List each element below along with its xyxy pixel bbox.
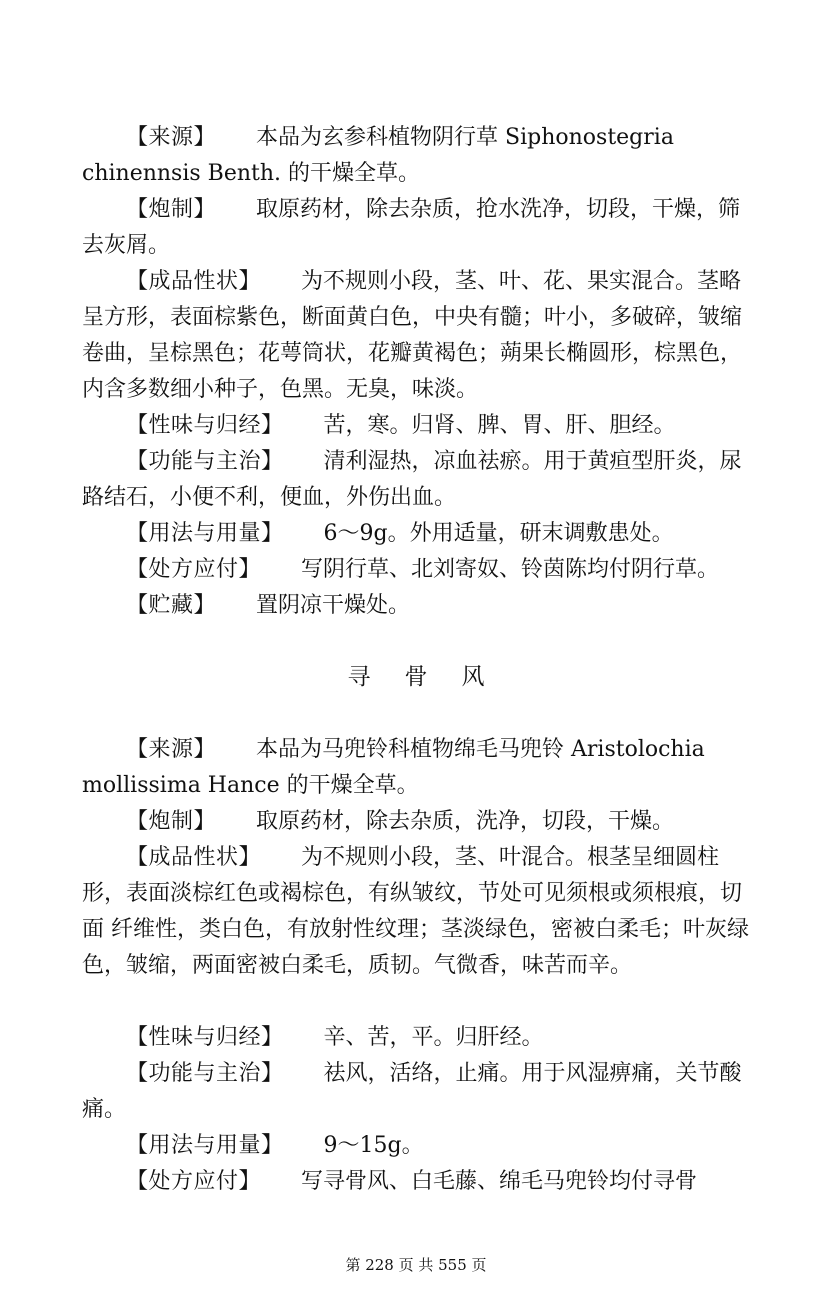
entry-label: 【处方应付】 <box>126 557 262 582</box>
entry-text: 6～9g。外用适量，研末调敷患处。 <box>323 521 674 546</box>
entry-traits <box>82 840 752 984</box>
entry-label: 【成品性状】 <box>126 269 262 294</box>
entry-traits <box>82 264 752 408</box>
entry-text: 取原药材，除去杂质，洗净，切段，干燥。 <box>256 809 675 834</box>
entry-prescription <box>82 1164 752 1200</box>
entry-label: 【功能与主治】 <box>126 449 284 474</box>
entry-function <box>82 1056 752 1128</box>
entry-text: 辛、苦，平。归肝经。 <box>323 1025 544 1050</box>
page-number: 第 228 页 共 555 页 <box>345 1256 487 1274</box>
entry-label: 【用法与用量】 <box>126 1133 284 1158</box>
entry-function <box>82 444 752 516</box>
section-heading: 寻骨风 <box>347 664 519 690</box>
entry-label: 【炮制】 <box>126 197 217 222</box>
entry-source <box>82 120 752 192</box>
entry-label: 【功能与主治】 <box>126 1061 284 1086</box>
entry-text: 为不规则小段，茎、叶、花、果实混合。茎略呈方形，表面棕紫色，断面黄白色，中央有髓；叶小，多破碎，皱缩卷曲，呈棕黑色；花萼筒状，花瓣黄褐色；蒴果长椭圆形，棕黑色，内含多数细小种子，色黑。无臭，味淡。 <box>82 269 743 402</box>
entry-label: 【成品性状】 <box>126 845 262 870</box>
entry-label: 【来源】 <box>126 737 217 762</box>
entry-source <box>82 732 752 804</box>
entry-text: 本品为玄参科植物阴行草 Siphonostegria chinennsis Benth. 的干燥全草。 <box>82 125 674 186</box>
entry-label: 【贮藏】 <box>126 593 217 618</box>
entry-text: 9～15g。 <box>323 1133 424 1158</box>
entry-text: 为不规则小段，茎、叶混合。根茎呈细圆柱形，表面淡棕红色或褐棕色，有纵皱纹，节处可见须根或须根痕，切面 纤维性，类白色，有放射性纹理；茎淡绿色，密被白柔毛；叶灰绿色，皱缩，两面密被白柔毛，质韧。气微香，味苦而辛。 <box>82 845 749 978</box>
entry-text: 置阴凉干燥处。 <box>256 593 411 618</box>
entry-taste <box>82 408 752 444</box>
entry-processing <box>82 804 752 840</box>
entry-usage <box>82 516 752 552</box>
entry-label: 【性味与归经】 <box>126 413 284 438</box>
entry-taste <box>82 1020 752 1056</box>
entry-storage <box>82 588 752 624</box>
entry-text: 取原药材，除去杂质，抢水洗净，切段，干燥，筛去灰屑。 <box>82 197 741 258</box>
entry-text: 祛风，活络，止痛。用于风湿痹痛，关节酸痛。 <box>82 1061 742 1122</box>
entry-text: 写阴行草、北刘寄奴、铃茵陈均付阴行草。 <box>301 557 720 582</box>
entry-text: 写寻骨风、白毛藤、绵毛马兜铃均付寻骨 <box>301 1169 698 1194</box>
entry-label: 【处方应付】 <box>126 1169 262 1194</box>
entry-label: 【来源】 <box>126 125 217 150</box>
entry-label: 【炮制】 <box>126 809 217 834</box>
entry-processing <box>82 192 752 264</box>
entry-label: 【性味与归经】 <box>126 1025 284 1050</box>
entry-text: 苦，寒。归肾、脾、胃、肝、胆经。 <box>323 413 676 438</box>
entry-usage <box>82 1128 752 1164</box>
entry-label: 【用法与用量】 <box>126 521 284 546</box>
entry-text: 本品为马兜铃科植物绵毛马兜铃 Aristolochia mollissima Hance 的干燥全草。 <box>82 737 705 798</box>
entry-prescription <box>82 552 752 588</box>
entry-text: 清利湿热，凉血祛瘀。用于黄疸型肝炎，尿路结石，小便不利，便血，外伤出血。 <box>82 449 742 510</box>
